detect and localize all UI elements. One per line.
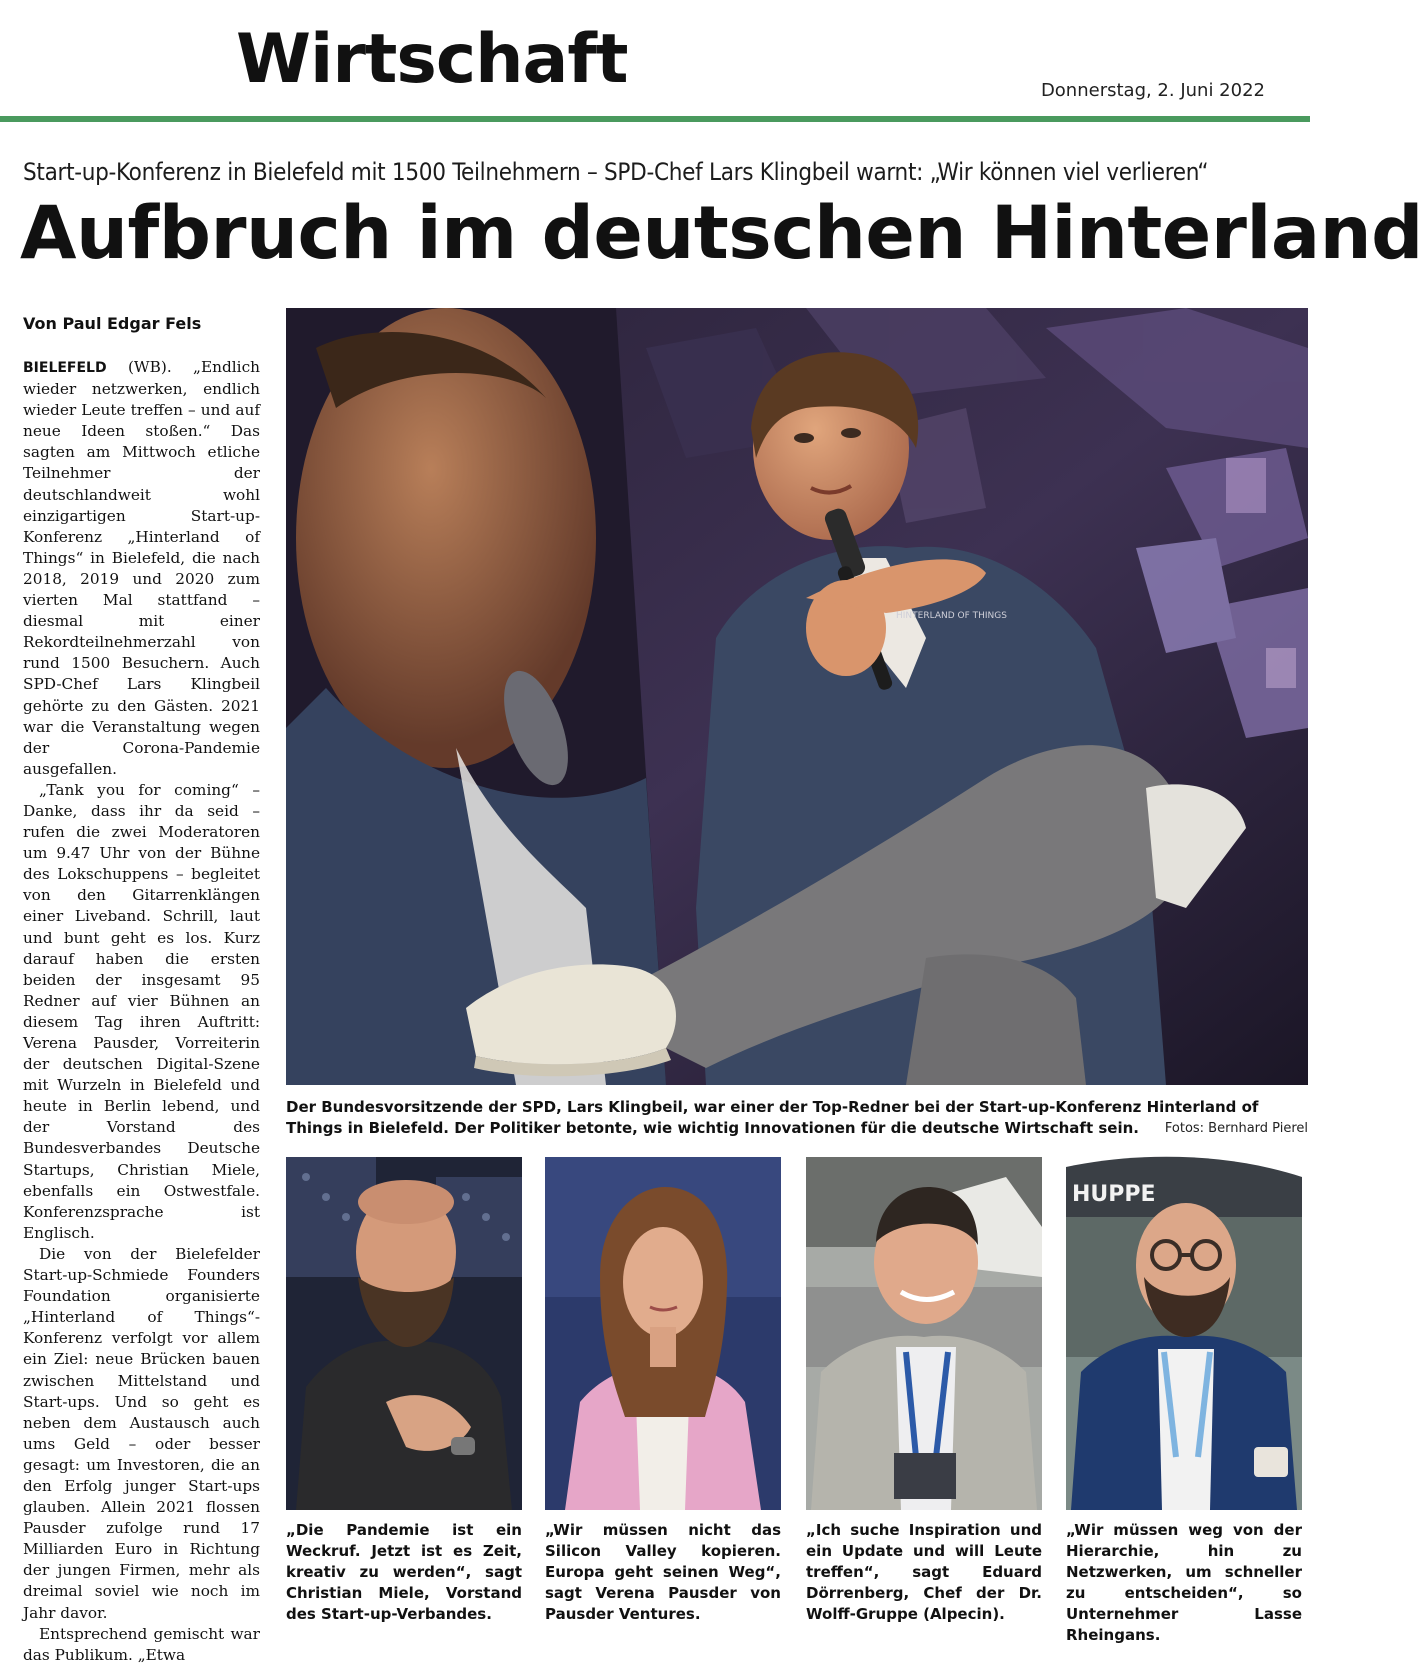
portrait-photo-rheingans [1066,1157,1302,1510]
article-kicker: Start-up-Konferenz in Bielefeld mit 1500 Teilnehmern – SPD-Chef Lars Klingbeil warnt: „Wir können viel verlieren“ [23,158,1209,186]
article-paragraph: Die von der Bielefelder Start-up-Schmiede Founders Foundation organisierte „Hinterland of Things“-Konferenz verfolgt vor allem ein Ziel: neue Brücken bauen zwischen Mittelstand und Start-ups. Und so geht es neben dem Austausch auch ums Geld – oder besser gesagt: um Investoren, die an den Erfolg junger Start-ups glauben. Allein 2021 flossen Pausder zufolge rund 17 Milliarden Euro in Richtung der jungen Firmen, mehr als dreimal soviel wie noch im Jahr davor. [23,1244,260,1622]
article-paragraph: „Tank you for coming“ – Danke, dass ihr da seid – rufen die zwei Moderatoren um 9.47 Uhr von der Bühne des Lokschuppens – begleitet von den Gitarrenklängen einer Liveband. Schrill, laut und bunt geht es los. Kurz darauf haben die ersten beiden der insgesamt 95 Redner auf vier Bühnen an diesem Tag ihren Auftritt: Verena Pausder, Vorreiterin der deutschen Digital-Szene mit Wurzeln in Bielefeld und heute in Berlin lebend, und der Vorstand des Bundesverbandes Deutsche Startups, Christian Miele, ebenfalls ein Ostwestfale. Konferenzsprache ist Englisch. [23,780,260,1242]
main-photo-badge-text: HINTERLAND OF THINGS [896,611,1007,621]
portrait-photo-miele [286,1157,522,1510]
portrait-image [1066,1157,1302,1510]
portrait-caption: „Wir müssen weg von der Hierarchie, hin zu Netzwerken, um schneller zu entscheiden“, so Unternehmer Lasse Rheingans. [1066,1521,1302,1644]
portrait-caption: „Die Pandemie ist ein Weckruf. Jetzt ist es Zeit, kreativ zu werden“, sagt Christian Miele, Vorstand des Start-up-Verbandes. [286,1521,522,1623]
main-photo-image [286,308,1308,1085]
portrait-caption: „Ich suche Inspiration und ein Update und will Leute treffen“, sagt Eduard Dörrenberg, Chef der Dr. Wolff-Gruppe (Alpecin). [806,1521,1042,1623]
article-lead-text: (WB). „Endlich wieder netzwerken, endlich wieder Leute treffen – und auf neue Ideen stoßen.“ Das sagten am Mittwoch etliche Teilnehmer der deutschlandweit wohl einzigartigen Start-up-Konferenz „Hinterland of Things“ in Bielefeld, die nach 2018, 2019 und 2020 zum vierten Mal stattfand – diesmal mit einer Rekordteilnehmerzahl von rund 1500 Besuchern. Auch SPD-Chef Lars Klingbeil gehörte zu den Gästen. 2021 war die Veranstaltung wegen der Corona-Pandemie ausgefallen. [23,358,260,778]
sign-text: HUPPE [1072,1182,1156,1207]
main-photo-caption: Der Bundesvorsitzende der SPD, Lars Klingbeil, war einer der Top-Redner bei der Start-up-Konferenz Hinterland of Things in Bielefeld. Der Politiker betonte, wie wichtig Innovationen für die deutsche Wirtschaft sein. [286,1098,1259,1137]
article-dateline: BIELEFELD [23,360,107,376]
article-paragraph: Entsprechend gemischt war das Publikum. „Etwa [23,1624,260,1664]
section-title: Wirtschaft [236,20,628,99]
article-body [23,357,260,1664]
portrait-image [806,1157,1042,1510]
issue-date: Donnerstag, 2. Juni 2022 [1040,80,1265,101]
article-headline: Aufbruch im deutschen Hinterland [20,191,1423,276]
portrait-photo-pausder [545,1157,781,1510]
portrait-photo-doerrenberg [806,1157,1042,1510]
portrait-image [286,1157,522,1510]
portrait-image [545,1157,781,1510]
article-byline: Von Paul Edgar Fels [23,314,202,333]
portrait-caption: „Wir müssen nicht das Silicon Valley kopieren. Europa geht seinen Weg“, sagt Verena Pausder von Pausder Ventures. [545,1521,781,1623]
article-paragraph [23,357,260,780]
main-photo [286,308,1308,1085]
photo-credit: Fotos: Bernhard Pierel [1164,1121,1308,1136]
section-rule [0,116,1310,122]
